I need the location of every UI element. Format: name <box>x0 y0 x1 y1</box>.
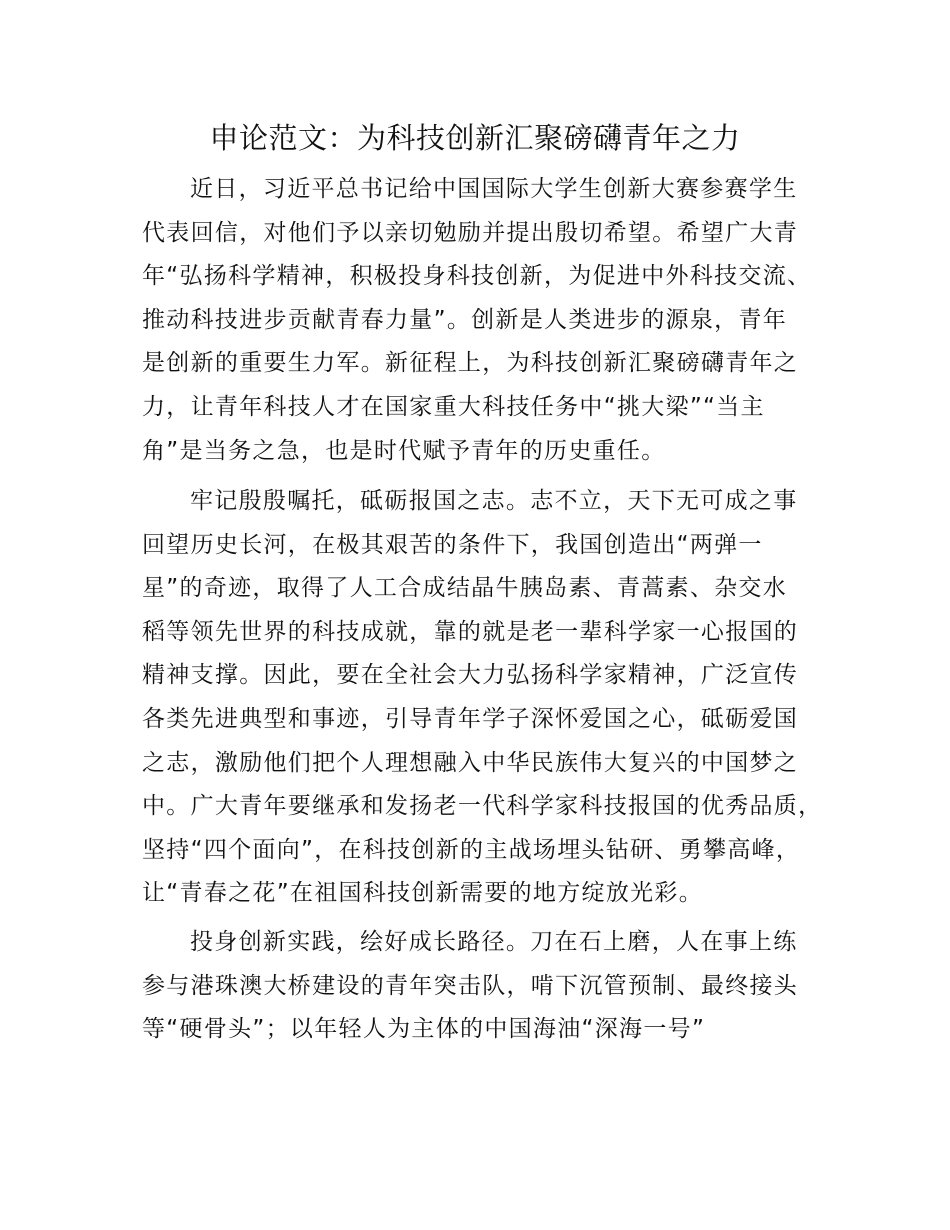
text-line: 投身创新实践，绘好成长路径。刀在石上磨，人在事上练 <box>190 929 798 955</box>
text-line: 年“弘扬科学精神，积极投身科技创新，为促进中外科技交流、 <box>142 263 812 290</box>
text-line: 之志，激励他们把个人理想融入中华民族伟大复兴的中国梦之 <box>142 749 799 776</box>
text-line: 让“青春之花”在祖国科技创新需要的地方绽放光彩。 <box>142 880 704 907</box>
text-line: 星”的奇迹，取得了人工合成结晶牛胰岛素、青蒿素、杂交水 <box>142 575 788 602</box>
text-line: 推动科技进步贡献青春力量”。创新是人类进步的源泉，青年 <box>142 306 788 333</box>
text-line: 坚持“四个面向”，在科技创新的主战场埋头钻研、勇攀高峰， <box>142 836 801 863</box>
text-line: 等“硬骨头”；以年轻人为主体的中国海油“深海一号” <box>142 1016 706 1043</box>
text-line: 中。广大青年要继承和发扬老一代科学家科技报国的优秀品质， <box>142 793 823 820</box>
paragraph-1 <box>142 168 822 473</box>
text-line: 各类先进典型和事迹，引导青年学子深怀爱国之心，砥砺爱国 <box>142 705 799 732</box>
text-line: 回望历史长河，在极其艰苦的条件下，我国创造出“两弹一 <box>142 531 763 558</box>
text-line: 参与港珠澳大桥建设的青年突击队，啃下沉管预制、最终接头 <box>142 972 799 999</box>
text-line: 近日，习近平总书记给中国国际大学生创新大赛参赛学生 <box>190 176 798 202</box>
text-line: 精神支撑。因此，要在全社会大力弘扬科学家精神，广泛宣传 <box>142 662 799 689</box>
text-line: 力，让青年科技人才在国家重大科技任务中“挑大梁”“当主 <box>142 393 765 420</box>
text-line: 稻等领先世界的科技成就，靠的就是老一辈科学家一心报国的 <box>142 618 799 645</box>
text-line: 是创新的重要生力军。新征程上，为科技创新汇聚磅礴青年之 <box>142 350 799 377</box>
text-line: 代表回信，对他们予以亲切勉励并提出殷切希望。希望广大青 <box>142 219 799 246</box>
document-title: 申论范文：为科技创新汇聚磅礴青年之力 <box>209 121 741 155</box>
paragraph-3 <box>142 921 822 1052</box>
text-line: 角”是当务之急，也是时代赋予青年的历史重任。 <box>142 437 666 464</box>
text-line: 牢记殷殷嘱托，砥砺报国之志。志不立，天下无可成之事 <box>190 488 798 514</box>
paragraph-2 <box>142 480 822 916</box>
